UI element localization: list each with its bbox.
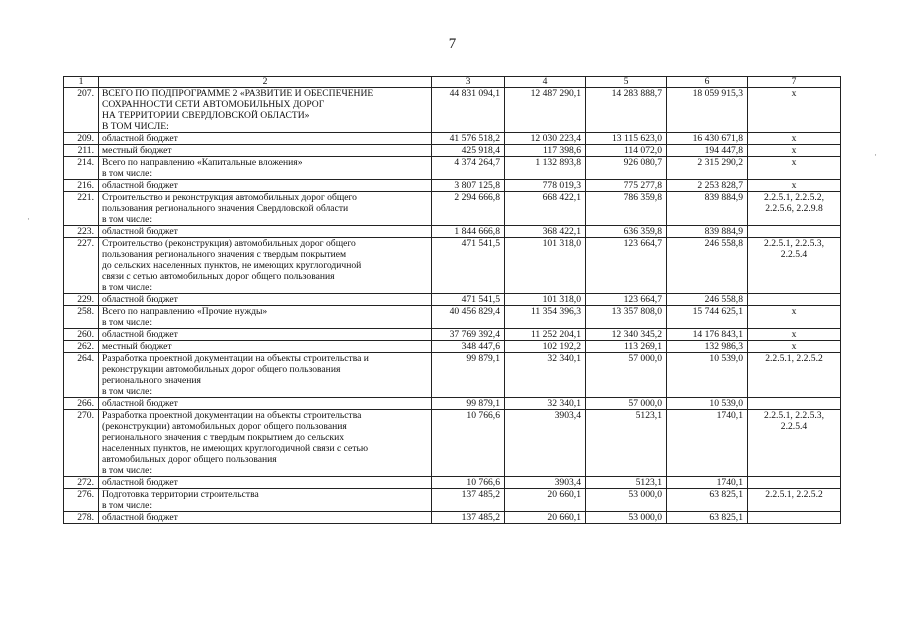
- table-row: [64, 238, 841, 294]
- reference-line: 2.2.5.1, 2.2.5.2,: [764, 192, 824, 203]
- row-number: 214.: [64, 157, 99, 180]
- description-line: Строительство (реконструкция) автомобильных дорог общего: [102, 238, 356, 249]
- amount-cell: 18 059 915,3: [667, 88, 748, 133]
- amount-cell: 123 664,7: [586, 238, 667, 294]
- amount-cell: 16 430 671,8: [667, 133, 748, 145]
- row-description: [99, 294, 432, 306]
- column-header: 7: [748, 77, 841, 88]
- row-number: 211.: [64, 145, 99, 157]
- amount-cell: 41 576 518,2: [432, 133, 505, 145]
- description-line: областной бюджет: [102, 398, 178, 409]
- reference-cell: [748, 294, 841, 306]
- reference-cell: [748, 410, 841, 477]
- row-description: [99, 133, 432, 145]
- reference-line: 2.2.5.1, 2.2.5.3,: [764, 238, 824, 249]
- reference-line: 2.2.5.4: [780, 421, 808, 432]
- amount-cell: 132 986,3: [667, 341, 748, 353]
- row-number: 223.: [64, 226, 99, 238]
- amount-cell: 10 766,6: [432, 410, 505, 477]
- amount-cell: 786 359,8: [586, 192, 667, 226]
- description-line: областной бюджет: [102, 477, 178, 488]
- reference-cell: [748, 512, 841, 524]
- row-number: 266.: [64, 398, 99, 410]
- reference-cell: [748, 157, 841, 180]
- amount-cell: 2 294 666,8: [432, 192, 505, 226]
- row-description: [99, 88, 432, 133]
- amount-cell: 32 340,1: [505, 353, 586, 398]
- description-line: Всего по направлению «Капитальные вложения»: [102, 157, 303, 168]
- description-line: областной бюджет: [102, 180, 178, 191]
- table-row: [64, 294, 841, 306]
- row-description: [99, 512, 432, 524]
- description-line: в том числе:: [102, 465, 153, 476]
- table-row: [64, 88, 841, 133]
- table-row: [64, 512, 841, 524]
- reference-line: х: [791, 341, 797, 352]
- reference-line: 2.2.5.1, 2.2.5.3,: [764, 410, 824, 421]
- table-row: [64, 226, 841, 238]
- column-header: 6: [667, 77, 748, 88]
- amount-cell: 63 825,1: [667, 489, 748, 512]
- description-line: Разработка проектной документации на объекты строительства: [102, 410, 362, 421]
- amount-cell: 57 000,0: [586, 398, 667, 410]
- row-number: 262.: [64, 341, 99, 353]
- amount-cell: 10 766,6: [432, 477, 505, 489]
- description-line: регионального значения: [102, 375, 201, 386]
- amount-cell: 471 541,5: [432, 238, 505, 294]
- reference-cell: [748, 180, 841, 192]
- description-line: пользования регионального значения с твердым покрытием: [102, 249, 347, 260]
- description-line: в том числе:: [102, 500, 153, 511]
- amount-cell: 53 000,0: [586, 512, 667, 524]
- amount-cell: 839 884,9: [667, 226, 748, 238]
- table-row: [64, 410, 841, 477]
- row-number: 221.: [64, 192, 99, 226]
- description-line: в том числе:: [102, 386, 153, 397]
- margin-mark: ·: [27, 214, 30, 224]
- amount-cell: 14 176 843,1: [667, 329, 748, 341]
- row-number: 264.: [64, 353, 99, 398]
- description-line: Разработка проектной документации на объекты строительства и: [102, 353, 369, 364]
- column-header: 1: [64, 77, 99, 88]
- reference-line: х: [791, 306, 797, 317]
- table-row: [64, 306, 841, 329]
- description-line: местный бюджет: [102, 341, 172, 352]
- reference-cell: [748, 329, 841, 341]
- row-description: [99, 157, 432, 180]
- column-header: 4: [505, 77, 586, 88]
- description-line: Всего по направлению «Прочие нужды»: [102, 306, 268, 317]
- reference-cell: [748, 306, 841, 329]
- row-number: 276.: [64, 489, 99, 512]
- amount-cell: 57 000,0: [586, 353, 667, 398]
- amount-cell: 425 918,4: [432, 145, 505, 157]
- description-line: местный бюджет: [102, 145, 172, 156]
- row-description: [99, 306, 432, 329]
- reference-line: 2.2.5.1, 2.2.5.2: [765, 353, 823, 364]
- row-description: [99, 477, 432, 489]
- amount-cell: 32 340,1: [505, 398, 586, 410]
- amount-cell: 348 447,6: [432, 341, 505, 353]
- description-line: В ТОМ ЧИСЛЕ:: [102, 121, 169, 132]
- amount-cell: 839 884,9: [667, 192, 748, 226]
- amount-cell: 3903,4: [505, 410, 586, 477]
- amount-cell: 1 844 666,8: [432, 226, 505, 238]
- table-row: [64, 329, 841, 341]
- amount-cell: 5123,1: [586, 410, 667, 477]
- amount-cell: 471 541,5: [432, 294, 505, 306]
- amount-cell: 11 354 396,3: [505, 306, 586, 329]
- description-line: в том числе:: [102, 282, 153, 293]
- table-header-row: [64, 77, 841, 88]
- amount-cell: 101 318,0: [505, 294, 586, 306]
- row-number: 270.: [64, 410, 99, 477]
- page-number: 7: [448, 36, 457, 52]
- table-row: [64, 353, 841, 398]
- row-description: [99, 489, 432, 512]
- column-header: 2: [99, 77, 432, 88]
- table-row: [64, 145, 841, 157]
- description-line: регионального значения с твердым покрытием до сельских: [102, 432, 345, 443]
- reference-cell: [748, 88, 841, 133]
- amount-cell: 13 115 623,0: [586, 133, 667, 145]
- amount-cell: 63 825,1: [667, 512, 748, 524]
- table-row: [64, 398, 841, 410]
- amount-cell: 1 132 893,8: [505, 157, 586, 180]
- amount-cell: 1740,1: [667, 410, 748, 477]
- reference-line: х: [791, 180, 797, 191]
- table-row: [64, 192, 841, 226]
- budget-table: [63, 76, 841, 524]
- reference-cell: [748, 489, 841, 512]
- amount-cell: 14 283 888,7: [586, 88, 667, 133]
- row-description: [99, 329, 432, 341]
- description-line: (реконструкции) автомобильных дорог общего пользования: [102, 421, 347, 432]
- amount-cell: 368 422,1: [505, 226, 586, 238]
- amount-cell: 2 315 290,2: [667, 157, 748, 180]
- row-number: 258.: [64, 306, 99, 329]
- row-description: [99, 226, 432, 238]
- amount-cell: 246 558,8: [667, 238, 748, 294]
- amount-cell: 246 558,8: [667, 294, 748, 306]
- amount-cell: 4 374 264,7: [432, 157, 505, 180]
- reference-cell: [748, 353, 841, 398]
- column-header: 5: [586, 77, 667, 88]
- amount-cell: 137 485,2: [432, 489, 505, 512]
- row-description: [99, 180, 432, 192]
- reference-cell: [748, 145, 841, 157]
- row-description: [99, 192, 432, 226]
- amount-cell: 44 831 094,1: [432, 88, 505, 133]
- amount-cell: 636 359,8: [586, 226, 667, 238]
- amount-cell: 40 456 829,4: [432, 306, 505, 329]
- amount-cell: 37 769 392,4: [432, 329, 505, 341]
- column-header: 3: [432, 77, 505, 88]
- reference-cell: [748, 341, 841, 353]
- amount-cell: 775 277,8: [586, 180, 667, 192]
- table-row: [64, 133, 841, 145]
- table-row: [64, 341, 841, 353]
- amount-cell: 15 744 625,1: [667, 306, 748, 329]
- amount-cell: 778 019,3: [505, 180, 586, 192]
- reference-cell: [748, 238, 841, 294]
- amount-cell: 99 879,1: [432, 398, 505, 410]
- description-line: Подготовка территории строительства: [102, 489, 259, 500]
- row-number: 207.: [64, 88, 99, 133]
- table-row: [64, 180, 841, 192]
- row-description: [99, 398, 432, 410]
- amount-cell: 114 072,0: [586, 145, 667, 157]
- margin-mark: ·: [874, 150, 877, 160]
- description-line: реконструкции автомобильных дорог общего пользования: [102, 364, 341, 375]
- table-row: [64, 477, 841, 489]
- reference-line: 2.2.5.1, 2.2.5.2: [765, 489, 823, 500]
- table-row: [64, 157, 841, 180]
- description-line: связи с сетью автомобильных дорог общего пользования: [102, 271, 335, 282]
- reference-line: х: [791, 329, 797, 340]
- amount-cell: 117 398,6: [505, 145, 586, 157]
- reference-line: х: [791, 133, 797, 144]
- row-number: 229.: [64, 294, 99, 306]
- description-line: автомобильных дорог общего пользования: [102, 454, 277, 465]
- description-line: СОХРАННОСТИ СЕТИ АВТОМОБИЛЬНЫХ ДОРОГ: [102, 99, 325, 110]
- description-line: областной бюджет: [102, 329, 178, 340]
- description-line: в том числе:: [102, 317, 153, 328]
- row-number: 272.: [64, 477, 99, 489]
- amount-cell: 53 000,0: [586, 489, 667, 512]
- description-line: Строительство и реконструкция автомобильных дорог общего: [102, 192, 357, 203]
- amount-cell: 101 318,0: [505, 238, 586, 294]
- amount-cell: 12 340 345,2: [586, 329, 667, 341]
- reference-cell: [748, 133, 841, 145]
- description-line: областной бюджет: [102, 226, 178, 237]
- amount-cell: 102 192,2: [505, 341, 586, 353]
- amount-cell: 668 422,1: [505, 192, 586, 226]
- reference-line: 2.2.5.4: [780, 249, 808, 260]
- description-line: в том числе:: [102, 214, 153, 225]
- amount-cell: 3903,4: [505, 477, 586, 489]
- description-line: областной бюджет: [102, 512, 178, 523]
- row-description: [99, 238, 432, 294]
- reference-cell: [748, 398, 841, 410]
- amount-cell: 10 539,0: [667, 353, 748, 398]
- amount-cell: 20 660,1: [505, 489, 586, 512]
- amount-cell: 20 660,1: [505, 512, 586, 524]
- description-line: НА ТЕРРИТОРИИ СВЕРДЛОВСКОЙ ОБЛАСТИ»: [102, 110, 310, 121]
- description-line: в том числе:: [102, 168, 153, 179]
- amount-cell: 11 252 204,1: [505, 329, 586, 341]
- row-description: [99, 145, 432, 157]
- amount-cell: 926 080,7: [586, 157, 667, 180]
- amount-cell: 12 487 290,1: [505, 88, 586, 133]
- amount-cell: 113 269,1: [586, 341, 667, 353]
- amount-cell: 194 447,8: [667, 145, 748, 157]
- row-description: [99, 353, 432, 398]
- amount-cell: 13 357 808,0: [586, 306, 667, 329]
- amount-cell: 12 030 223,4: [505, 133, 586, 145]
- amount-cell: 123 664,7: [586, 294, 667, 306]
- amount-cell: 137 485,2: [432, 512, 505, 524]
- reference-cell: [748, 477, 841, 489]
- amount-cell: 3 807 125,8: [432, 180, 505, 192]
- row-number: 260.: [64, 329, 99, 341]
- row-description: [99, 410, 432, 477]
- row-number: 216.: [64, 180, 99, 192]
- row-number: 227.: [64, 238, 99, 294]
- description-line: до сельских населенных пунктов, не имеющих круглогодичной: [102, 260, 362, 271]
- description-line: населенных пунктов, не имеющих круглогодичной связи с сетью: [102, 443, 369, 454]
- row-number: 278.: [64, 512, 99, 524]
- description-line: областной бюджет: [102, 133, 178, 144]
- reference-line: х: [791, 157, 797, 168]
- description-line: областной бюджет: [102, 294, 178, 305]
- amount-cell: 1740,1: [667, 477, 748, 489]
- reference-cell: [748, 226, 841, 238]
- reference-line: 2.2.5.6, 2.2.9.8: [765, 203, 823, 214]
- reference-line: х: [791, 88, 797, 99]
- row-description: [99, 341, 432, 353]
- reference-line: х: [791, 145, 797, 156]
- description-line: ВСЕГО ПО ПОДПРОГРАММЕ 2 «РАЗВИТИЕ И ОБЕСПЕЧЕНИЕ: [102, 88, 374, 99]
- table-row: [64, 489, 841, 512]
- amount-cell: 10 539,0: [667, 398, 748, 410]
- reference-cell: [748, 192, 841, 226]
- description-line: пользования регионального значения Свердловской области: [102, 203, 349, 214]
- amount-cell: 2 253 828,7: [667, 180, 748, 192]
- row-number: 209.: [64, 133, 99, 145]
- amount-cell: 99 879,1: [432, 353, 505, 398]
- amount-cell: 5123,1: [586, 477, 667, 489]
